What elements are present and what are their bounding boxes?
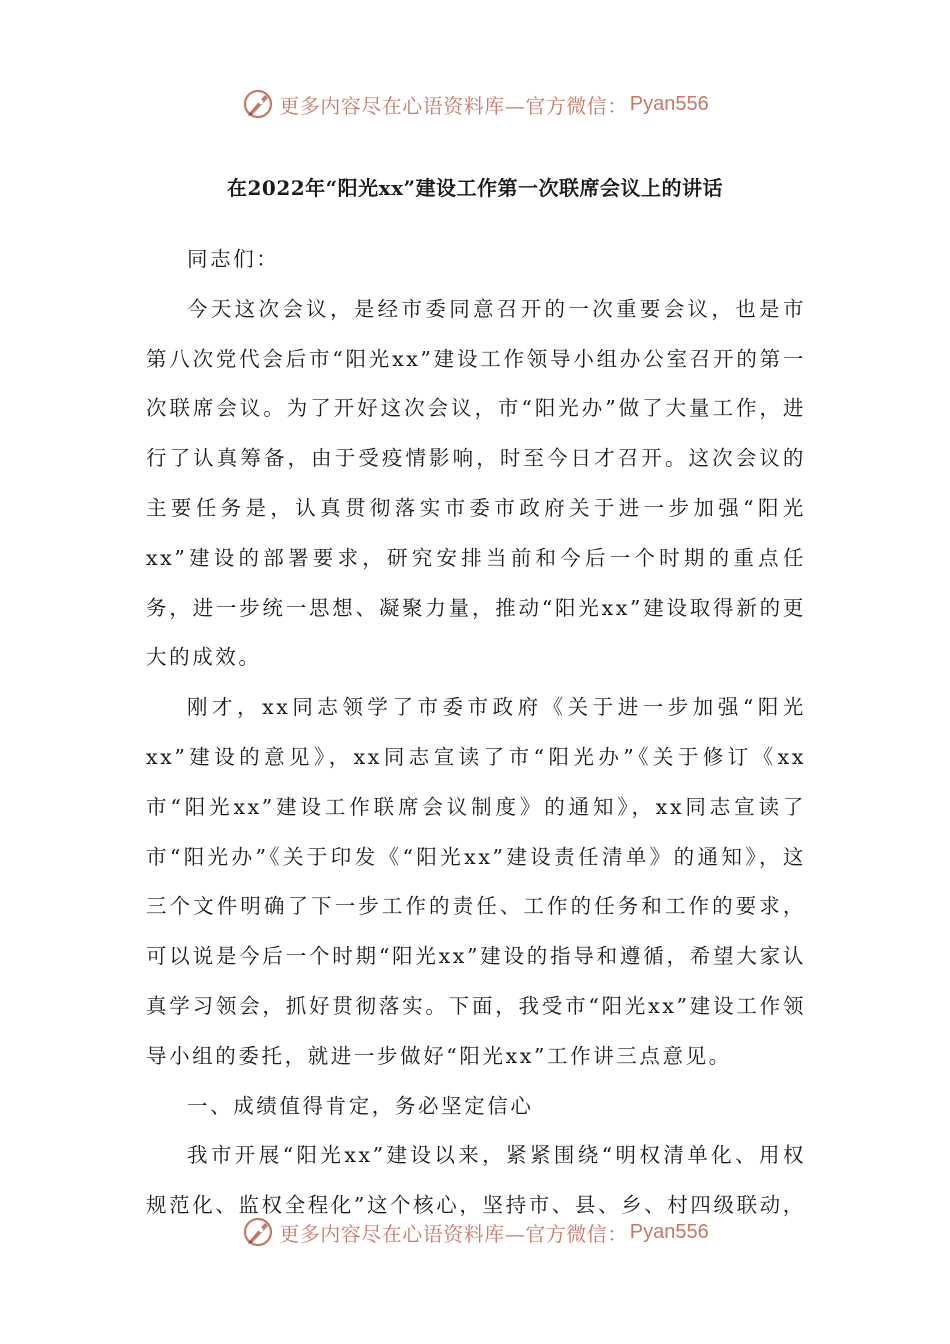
banner-text: 更多内容尽在心语资料库—官方微信： xyxy=(279,1221,628,1246)
paragraph: 我市开展“阳光xx”建设以来，紧紧围绕“明权清单化、用权规范化、监权全程化”这个核心，坚持市、县、乡、村四级联动， xyxy=(146,1143,806,1218)
section-heading: 一、成绩值得肯定，务必坚定信心 xyxy=(187,1093,534,1118)
banner-text: 更多内容尽在心语资料库—官方微信： xyxy=(279,93,628,118)
document-title: 在2022年“阳光xx”建设工作第一次联席会议上的讲话 xyxy=(226,176,724,200)
paragraph: 今天这次会议，是经市委同意召开的一次重要会议，也是市第八次党代会后市“阳光xx”建设工作领导小组办公室召开的第一次联席会议。为了开好这次会议，市“阳光办”做了大量工作，进行了认真筹备，由于受疫情影响，时至今日才召开。这次会议的主要任务是，认真贯彻落实市委市政府关于进一步加强“阳光xx”建设的部署要求，研究安排当前和今后一个时期的重点任务，进一步统一思想、凝聚力量，推动“阳光xx”建设取得新的更大的成效。 xyxy=(146,296,806,670)
document-body xyxy=(146,235,806,1231)
banner-wechat-id: Pyan556 xyxy=(629,92,709,115)
header-watermark-banner xyxy=(0,82,950,126)
pen-logo-icon xyxy=(241,1215,275,1249)
salutation: 同志们： xyxy=(187,247,280,271)
footer-watermark-banner xyxy=(0,1210,950,1254)
paragraph: 刚才，xx同志领学了市委市政府《关于进一步加强“阳光xx”建设的意见》，xx同志宣读了市“阳光办”《关于修订《xx市“阳光xx”建设工作联席会议制度》的通知》，xx同志宣读了市“阳光办”《关于印发《“阳光xx”建设责任清单》的通知》，这三个文件明确了下一步工作的责任、工作的任务和工作的要求，可以说是今后一个时期“阳光xx”建设的指导和遵循，希望大家认真学习领会，抓好贯彻落实。下面，我受市“阳光xx”建设工作领导小组的委托，就进一步做好“阳光xx”工作讲三点意见。 xyxy=(146,695,806,1068)
banner-wechat-id: Pyan556 xyxy=(629,1220,709,1243)
pen-logo-icon xyxy=(241,87,275,121)
